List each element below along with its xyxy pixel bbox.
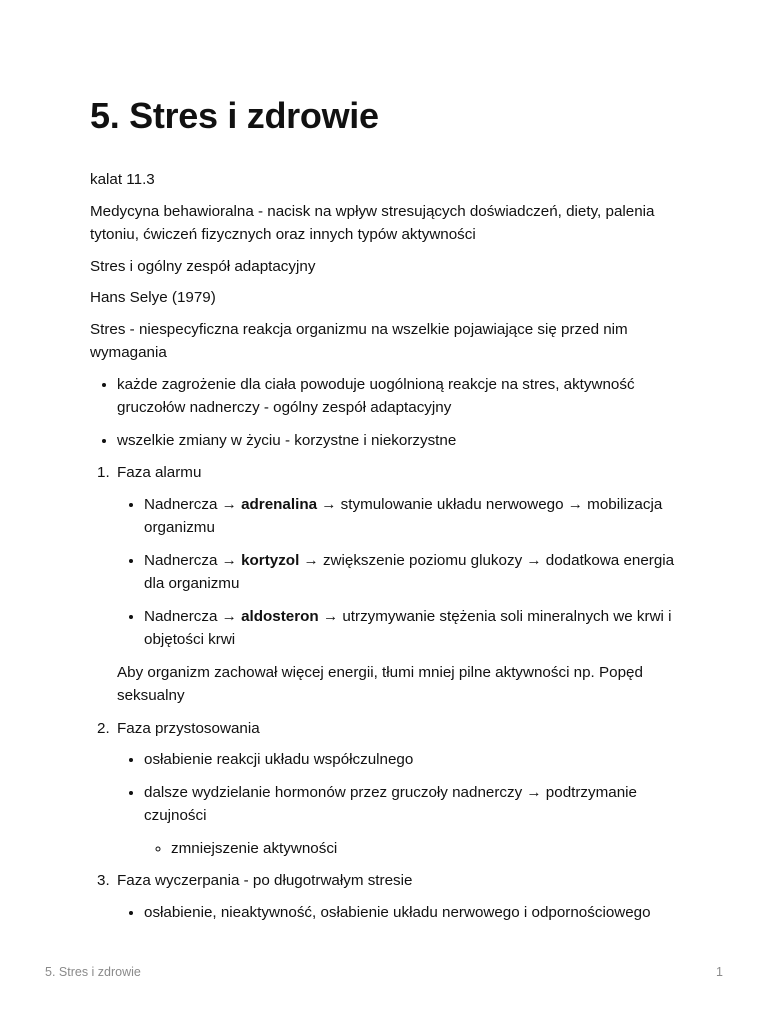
phase-note: Aby organizm zachował więcej energii, tłumi mniej pilne aktywności np. Popęd seksualny (117, 663, 643, 704)
page-title: 5. Stres i zdrowie (90, 95, 379, 136)
list-item: • Nadnercza → kortyzol → zwiększenie poziomu glukozy → dodatkowa energia dla organizmu (144, 549, 680, 596)
phase-title: Faza alarmu (117, 464, 202, 481)
phase-sublist (117, 748, 680, 860)
hormone-name: adrenalina (241, 495, 318, 513)
page-number: 1 (716, 965, 723, 979)
footer-title: 5. Stres i zdrowie (45, 965, 141, 979)
list-item: • osłabienie, nieaktywność, osłabienie układu nerwowego i odpornościowego (144, 901, 680, 925)
phase-item-exhaustion (97, 869, 680, 924)
phase-title: Faza wyczerpania - po długotrwałym stresie (117, 872, 413, 889)
paragraph-source: kalat 11.3 (90, 171, 155, 188)
document-body (90, 94, 680, 933)
phase-sublist (117, 493, 680, 652)
list-item: • Nadnercza → aldosteron → utrzymywanie stężenia soli mineralnych we krwi i objętości krwi (144, 605, 680, 652)
list-item: • dalsze wydzielanie hormonów przez gruczoły nadnerczy → podtrzymanie czujności ◦ zmniejszenie aktywności (144, 781, 680, 861)
phase-list (90, 461, 680, 924)
phase-title: Faza przystosowania (117, 719, 260, 737)
phase-number: 1. (97, 464, 110, 481)
list-item: • osłabienie reakcji układu współczulnego (144, 748, 680, 772)
list-item: ◦ zmniejszenie aktywności (171, 837, 680, 861)
phase-number: 3. (97, 872, 110, 889)
phase-sublist (117, 901, 680, 925)
paragraph-author: Hans Selye (1979) (90, 289, 216, 306)
list-item: • każde zagrożenie dla ciała powoduje uogólnioną reakcje na stres, aktywność gruczołów nadnerczy - ogólny zespół adaptacyjny (117, 373, 680, 420)
hormone-name: kortyzol (241, 551, 300, 569)
hormone-name: aldosteron (241, 607, 319, 625)
paragraph-stress-definition: Stres - niespecyficzna reakcja organizmu na wszelkie pojawiające się przed nim wymagania (90, 320, 628, 361)
bullet-list (90, 373, 680, 453)
nested-sublist (144, 837, 680, 861)
list-item: • Nadnercza → adrenalina → stymulowanie układu nerwowego → mobilizacja organizmu (144, 493, 680, 540)
list-item: • wszelkie zmiany w życiu - korzystne i niekorzystne (117, 429, 680, 453)
paragraph-section-heading: Stres i ogólny zespół adaptacyjny (90, 257, 316, 275)
phase-item-adaptation (97, 717, 680, 861)
paragraph-behavioral-medicine: Medycyna behawioralna - nacisk na wpływ stresujących doświadczeń, diety, palenia tytoniu, ćwiczeń fizycznych oraz innych typów aktywności (90, 202, 655, 243)
phase-item-alarm (97, 461, 680, 708)
phase-number: 2. (97, 719, 110, 737)
